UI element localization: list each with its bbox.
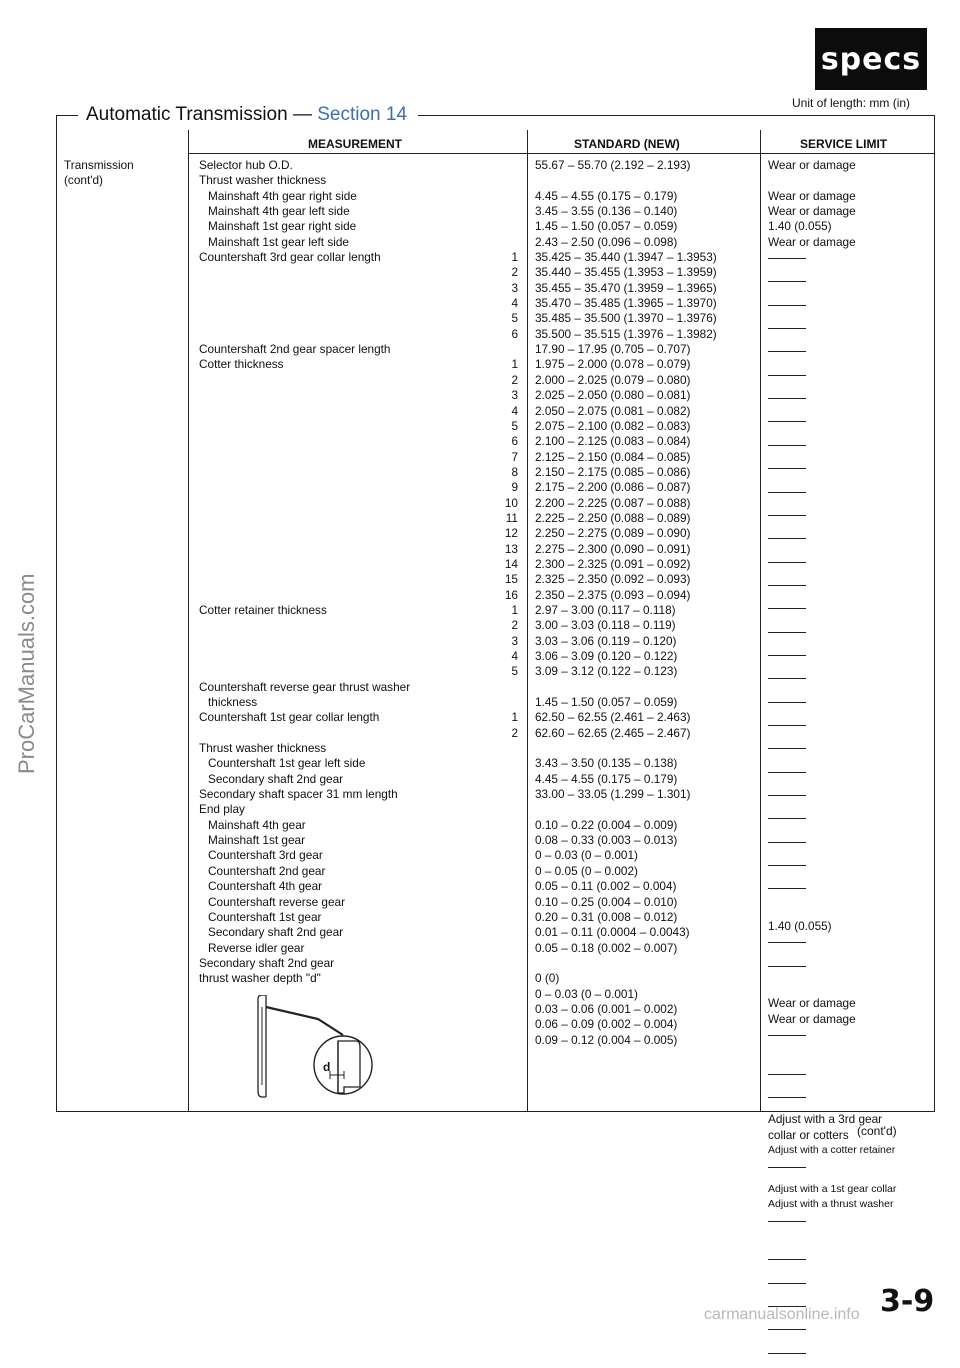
standard-cell: 35.485 – 35.500 (1.3970 – 1.3976) <box>535 311 717 326</box>
standard-cell: 3.43 – 3.50 (0.135 – 0.138) <box>535 756 678 771</box>
thrust-washer-depth-diagram <box>248 995 380 1103</box>
standard-cell: 3.03 – 3.06 (0.119 – 0.120) <box>535 633 677 648</box>
header-rule <box>188 153 934 154</box>
page-number: 3-9 <box>880 1284 935 1319</box>
index-cell: 13 <box>504 541 518 556</box>
standard-cell: 2.250 – 2.275 (0.089 – 0.090) <box>535 526 691 541</box>
service-limit-dash <box>768 966 896 981</box>
standard-cell <box>535 956 717 971</box>
standard-cell: 35.425 – 35.440 (1.3947 – 1.3953) <box>535 250 717 265</box>
standard-cell: 4.45 – 4.55 (0.175 – 0.179) <box>535 188 678 203</box>
frame-line <box>56 115 78 116</box>
index-cell <box>496 1002 518 1017</box>
dash-line <box>768 328 806 329</box>
footer-watermark: carmanualsonline.info <box>704 1306 860 1323</box>
continued-note: (cont'd) <box>857 1124 897 1138</box>
dash-line <box>768 865 806 866</box>
index-cell <box>496 787 518 802</box>
measurement-cell <box>199 434 499 449</box>
dash-line <box>768 1167 806 1168</box>
standard-cell: 2.000 – 2.025 (0.079 – 0.080) <box>535 372 691 387</box>
standard-cell: 17.90 – 17.95 (0.705 – 0.707) <box>535 342 691 357</box>
standard-cell: 2.075 – 2.100 (0.082 – 0.083) <box>535 418 691 433</box>
standard-cell: 2.100 – 2.125 (0.083 – 0.084) <box>535 434 691 449</box>
measurement-cell: thrust washer depth "d" <box>199 971 321 986</box>
measurement-cell: Countershaft 2nd gear <box>208 863 326 878</box>
standard-cell: 55.67 – 55.70 (2.192 – 2.193) <box>535 158 691 172</box>
service-limit-dash <box>768 748 896 763</box>
standard-column <box>535 158 717 1048</box>
dash-line <box>768 632 806 633</box>
measurement-cell <box>199 542 499 557</box>
measurement-cell <box>199 327 499 342</box>
measurement-cell: Mainshaft 4th gear left side <box>208 204 350 219</box>
standard-cell: 4.45 – 4.55 (0.175 – 0.179) <box>535 771 678 786</box>
standard-cell: 0.10 – 0.25 (0.004 – 0.010) <box>535 894 678 909</box>
standard-cell: 2.175 – 2.200 (0.086 – 0.087) <box>535 480 691 495</box>
standard-cell: 0.06 – 0.09 (0.002 – 0.004) <box>535 1017 678 1032</box>
service-limit-dash <box>768 725 896 740</box>
index-cell <box>496 173 518 188</box>
dash-line <box>768 818 806 819</box>
index-cell <box>496 910 518 925</box>
dash-line <box>768 468 806 469</box>
dash-line <box>768 725 806 726</box>
measurement-cell: Countershaft reverse gear thrust washer <box>199 679 411 694</box>
standard-cell: 0.08 – 0.33 (0.003 – 0.013) <box>535 833 678 848</box>
index-cell <box>496 772 518 787</box>
index-cell: 4 <box>511 403 518 418</box>
measurement-cell <box>199 465 499 480</box>
service-limit-cell: Adjust with a thrust washer <box>768 1198 894 1211</box>
service-limit-dash <box>768 351 896 366</box>
measurement-cell <box>199 588 499 603</box>
service-limit-dash <box>768 375 896 390</box>
standard-cell: 2.050 – 2.075 (0.081 – 0.082) <box>535 403 691 418</box>
dash-line <box>768 772 806 773</box>
service-limit-dash <box>768 772 896 787</box>
standard-cell: 1.45 – 1.50 (0.057 – 0.059) <box>535 219 678 234</box>
index-cell <box>496 818 518 833</box>
service-limit-dash <box>768 1074 896 1089</box>
standard-cell: 2.350 – 2.375 (0.093 – 0.094) <box>535 587 691 602</box>
dash-line <box>768 608 806 609</box>
index-cell: 4 <box>511 649 518 663</box>
index-cell <box>496 235 518 250</box>
standard-cell: 3.09 – 3.12 (0.122 – 0.123) <box>535 664 678 679</box>
measurement-cell: Reverse idler gear <box>208 940 305 955</box>
index-cell: 12 <box>504 526 518 541</box>
standard-cell: 2.150 – 2.175 (0.085 – 0.086) <box>535 464 691 479</box>
header-standard: STANDARD (NEW) <box>574 137 680 151</box>
index-cell: 2 <box>511 372 518 387</box>
index-cell: 14 <box>504 556 518 571</box>
index-cell: 2 <box>511 265 518 280</box>
standard-cell: 0.01 – 0.11 (0.0004 – 0.0043) <box>535 925 690 940</box>
measurement-cell: Secondary shaft spacer 31 mm length <box>199 787 398 802</box>
dash-line <box>768 1329 806 1330</box>
measurement-cell <box>199 726 499 741</box>
dash-line <box>768 678 806 679</box>
measurement-cell: Countershaft 3rd gear collar length <box>199 250 381 265</box>
measurement-cell: Secondary shaft 2nd gear <box>199 955 335 970</box>
service-limit-cell: Wear or damage <box>768 158 856 172</box>
measurement-cell: Mainshaft 4th gear <box>208 817 306 832</box>
dash-line <box>768 1283 806 1284</box>
index-cell: 3 <box>511 633 518 648</box>
service-limit-dash <box>768 1329 896 1344</box>
standard-cell: 1.45 – 1.50 (0.057 – 0.059) <box>535 695 678 710</box>
service-limit-dash <box>768 842 896 857</box>
index-cell: 7 <box>511 449 518 464</box>
dash-line <box>768 562 806 563</box>
measurement-cell: Countershaft 1st gear collar length <box>199 710 380 725</box>
service-limit-dash <box>768 1221 896 1236</box>
frame-line <box>934 115 935 1111</box>
index-cell <box>496 925 518 940</box>
index-cell: 1 <box>511 357 518 372</box>
service-limit-cell: Wear or damage <box>768 234 856 249</box>
measurement-cell: Countershaft 2nd gear spacer length <box>199 342 391 357</box>
measurement-cell <box>199 388 499 403</box>
dash-line <box>768 966 806 967</box>
dash-line <box>768 445 806 446</box>
measurement-cell <box>199 634 499 649</box>
measurement-cell <box>199 404 499 419</box>
index-cell <box>496 864 518 879</box>
standard-cell: 2.200 – 2.225 (0.087 – 0.088) <box>535 495 691 510</box>
service-limit-cell: Wear or damage <box>768 996 856 1011</box>
measurement-cell <box>199 419 499 434</box>
measurement-cell: Mainshaft 1st gear right side <box>208 219 357 234</box>
service-limit-dash <box>768 281 896 296</box>
specs-badge: specs <box>815 28 927 90</box>
service-limit-dash <box>768 515 896 530</box>
dash-line <box>768 888 806 889</box>
index-cell: 11 <box>505 510 518 525</box>
measurement-cell <box>199 664 499 679</box>
service-limit-cell: Adjust with a cotter retainer <box>768 1144 896 1157</box>
service-limit-cell <box>768 904 896 919</box>
frame-line <box>56 115 57 1111</box>
service-limit-dash <box>768 468 896 483</box>
index-cell: 5 <box>511 418 518 433</box>
service-limit-cell: Wear or damage <box>768 204 856 219</box>
header-service-limit: SERVICE LIMIT <box>800 137 888 151</box>
dash-line <box>768 515 806 516</box>
dash-line <box>768 1353 806 1354</box>
dash-line <box>768 1259 806 1260</box>
service-limit-dash <box>768 421 896 436</box>
measurement-cell: Countershaft reverse gear <box>208 894 346 909</box>
measurement-cell <box>199 511 499 526</box>
index-cell: 3 <box>511 388 518 403</box>
standard-cell: 3.06 – 3.09 (0.120 – 0.122) <box>535 649 678 663</box>
measurement-cell: Selector hub O.D. <box>199 158 293 172</box>
index-cell <box>496 895 518 910</box>
standard-cell: 35.470 – 35.485 (1.3965 – 1.3970) <box>535 296 717 311</box>
index-cell <box>496 1033 518 1048</box>
service-limit-dash <box>768 865 896 880</box>
service-limit-dash <box>768 258 896 273</box>
frame-line <box>418 115 934 116</box>
service-limit-cell: Adjust with a 3rd gear <box>768 1112 883 1127</box>
index-cell: 5 <box>511 311 518 326</box>
index-cell: 3 <box>511 280 518 295</box>
index-cell: 6 <box>511 434 518 449</box>
dash-line <box>768 258 806 259</box>
service-limit-dash <box>768 888 896 903</box>
standard-cell: 2.275 – 2.300 (0.090 – 0.091) <box>535 541 691 556</box>
index-cell <box>496 879 518 894</box>
index-cell: 10 <box>504 495 518 510</box>
measurement-cell <box>199 373 499 388</box>
standard-cell: 3.00 – 3.03 (0.118 – 0.119) <box>535 618 676 633</box>
service-limit-cell <box>768 981 896 996</box>
standard-cell: 0 – 0.03 (0 – 0.001) <box>535 986 638 1001</box>
index-cell: 1 <box>511 710 518 725</box>
standard-cell: 0.05 – 0.18 (0.002 – 0.007) <box>535 940 678 955</box>
measurement-cell: Countershaft 1st gear left side <box>208 756 366 771</box>
dash-line <box>768 398 806 399</box>
measurement-cell <box>199 311 499 326</box>
measurement-cell <box>199 618 499 633</box>
index-cell <box>496 158 518 173</box>
dash-line <box>768 421 806 422</box>
measurement-cell: Secondary shaft 2nd gear <box>208 771 344 786</box>
index-cell <box>496 680 518 695</box>
measurement-cell: Cotter thickness <box>199 357 284 372</box>
standard-cell <box>535 680 717 695</box>
dash-line <box>768 1035 806 1036</box>
index-cell <box>496 956 518 971</box>
standard-cell <box>535 173 717 188</box>
category-line: Transmission <box>64 158 134 172</box>
measurement-cell <box>199 296 499 311</box>
index-cell: 5 <box>511 664 518 679</box>
service-limit-dash <box>768 702 896 717</box>
dash-line <box>768 842 806 843</box>
index-cell: 8 <box>511 464 518 479</box>
measurement-cell: Mainshaft 1st gear <box>208 833 306 848</box>
index-cell: 2 <box>511 725 518 740</box>
measurement-cell <box>199 450 499 465</box>
column-divider <box>760 130 761 1111</box>
index-cell <box>496 848 518 863</box>
standard-cell: 62.60 – 62.65 (2.465 – 2.467) <box>535 725 691 740</box>
dash-line <box>768 585 806 586</box>
column-divider <box>188 130 189 1111</box>
dash-line <box>768 748 806 749</box>
measurement-cell: Thrust washer thickness <box>199 173 327 188</box>
standard-cell: 0 – 0.05 (0 – 0.002) <box>535 863 638 878</box>
standard-cell: 0 (0) <box>535 971 560 986</box>
service-limit-cell: Wear or damage <box>768 1011 856 1026</box>
service-limit-dash <box>768 445 896 460</box>
dash-line <box>768 655 806 656</box>
index-column <box>496 158 518 1048</box>
service-limit-dash <box>768 492 896 507</box>
standard-cell: 1.975 – 2.000 (0.078 – 0.079) <box>535 357 691 372</box>
service-limit-dash <box>768 678 896 693</box>
standard-cell: 35.500 – 35.515 (1.3976 – 1.3982) <box>535 326 717 341</box>
index-cell: 4 <box>511 296 518 311</box>
measurement-cell: Countershaft 3rd gear <box>208 848 323 863</box>
measurement-cell <box>199 557 499 572</box>
measurement-cell <box>199 265 499 280</box>
service-limit-dash <box>768 1097 896 1112</box>
standard-cell: 0.20 – 0.31 (0.008 – 0.012) <box>535 909 678 924</box>
index-cell <box>496 802 518 817</box>
standard-cell: 0.09 – 0.12 (0.004 – 0.005) <box>535 1032 678 1047</box>
watermark: ProCarManuals.com <box>14 573 39 774</box>
title-main: Automatic Transmission — <box>86 104 318 125</box>
measurement-cell: thickness <box>208 695 258 710</box>
service-limit-cell <box>768 1236 896 1251</box>
dash-line <box>768 1221 806 1222</box>
service-limit-dash <box>768 1353 896 1368</box>
service-limit-cell: Wear or damage <box>768 188 856 203</box>
index-cell <box>496 342 518 357</box>
dash-line <box>768 351 806 352</box>
service-limit-dash <box>768 608 896 623</box>
service-limit-cell: 1.40 (0.055) <box>768 219 832 234</box>
dash-line <box>768 281 806 282</box>
measurement-cell: Cotter retainer thickness <box>199 602 327 617</box>
measurement-cell <box>199 496 499 511</box>
standard-cell: 0.05 – 0.11 (0.002 – 0.004) <box>535 879 677 894</box>
service-limit-cell <box>768 173 896 188</box>
service-limit-dash <box>768 398 896 413</box>
diagram-label-d: d <box>323 1060 331 1074</box>
index-cell: 16 <box>504 587 518 602</box>
dash-line <box>768 492 806 493</box>
standard-cell: 2.225 – 2.250 (0.088 – 0.089) <box>535 510 691 525</box>
service-limit-dash <box>768 538 896 553</box>
service-limit-cell: 1.40 (0.055) <box>768 919 832 934</box>
standard-cell <box>535 741 717 756</box>
service-limit-dash <box>768 942 896 957</box>
index-cell <box>496 971 518 986</box>
standard-cell: 0.10 – 0.22 (0.004 – 0.009) <box>535 817 678 832</box>
index-cell <box>496 741 518 756</box>
index-cell <box>496 987 518 1002</box>
dash-line <box>768 1074 806 1075</box>
service-limit-dash <box>768 305 896 320</box>
service-limit-dash <box>768 795 896 810</box>
index-cell: 9 <box>511 480 518 495</box>
service-limit-dash <box>768 585 896 600</box>
unit-note: Unit of length: mm (in) <box>792 96 911 110</box>
index-cell: 15 <box>504 572 518 587</box>
measurement-cell <box>199 526 499 541</box>
index-cell: 2 <box>511 618 518 633</box>
section-link[interactable]: Section 14 <box>317 104 408 125</box>
standard-cell: 2.300 – 2.325 (0.091 – 0.092) <box>535 556 691 571</box>
dash-line <box>768 795 806 796</box>
index-cell <box>496 756 518 771</box>
dash-line <box>768 375 806 376</box>
index-cell: 6 <box>511 326 518 341</box>
service-limit-dash <box>768 562 896 577</box>
service-limit-dash <box>768 1259 896 1274</box>
measurement-cell <box>199 480 499 495</box>
standard-cell <box>535 802 717 817</box>
dash-line <box>768 1097 806 1098</box>
service-limit-column <box>768 158 896 1368</box>
standard-cell: 35.455 – 35.470 (1.3959 – 1.3965) <box>535 280 717 295</box>
standard-cell: 2.43 – 2.50 (0.096 – 0.098) <box>535 234 678 249</box>
standard-cell: 33.00 – 33.05 (1.299 – 1.301) <box>535 787 691 802</box>
service-limit-cell: collar or cotters <box>768 1127 849 1142</box>
measurement-cell <box>199 572 499 587</box>
measurement-cell: Mainshaft 4th gear right side <box>208 188 357 203</box>
service-limit-dash <box>768 1035 896 1050</box>
measurement-cell: Thrust washer thickness <box>199 741 327 756</box>
index-cell <box>496 219 518 234</box>
standard-cell: 35.440 – 35.455 (1.3953 – 1.3959) <box>535 265 717 280</box>
standard-cell: 2.025 – 2.050 (0.080 – 0.081) <box>535 388 691 403</box>
standard-cell: 62.50 – 62.55 (2.461 – 2.463) <box>535 710 691 725</box>
index-cell <box>496 204 518 219</box>
standard-cell: 2.125 – 2.150 (0.084 – 0.085) <box>535 449 691 464</box>
service-limit-dash <box>768 1283 896 1298</box>
index-cell <box>496 833 518 848</box>
standard-cell: 0.03 – 0.06 (0.001 – 0.002) <box>535 1001 678 1016</box>
header-measurement: MEASUREMENT <box>308 137 403 151</box>
index-cell <box>496 695 518 710</box>
category-cell <box>64 158 134 189</box>
measurement-cell <box>199 649 499 664</box>
service-limit-dash <box>768 1167 896 1182</box>
measurement-cell: Countershaft 1st gear <box>208 909 322 924</box>
measurement-column <box>199 158 499 1048</box>
service-limit-cell <box>768 1050 896 1065</box>
measurement-cell: Countershaft 4th gear <box>208 879 323 894</box>
index-cell <box>496 189 518 204</box>
column-divider <box>527 130 528 1111</box>
service-limit-dash <box>768 632 896 647</box>
measurement-cell: Mainshaft 1st gear left side <box>208 234 349 249</box>
index-cell <box>496 1017 518 1032</box>
standard-cell: 2.97 – 3.00 (0.117 – 0.118) <box>535 602 676 617</box>
measurement-cell <box>199 281 499 296</box>
standard-cell: 3.45 – 3.55 (0.136 – 0.140) <box>535 204 678 219</box>
page-title <box>86 104 407 126</box>
dash-line <box>768 305 806 306</box>
dash-line <box>768 702 806 703</box>
service-limit-cell: Adjust with a 1st gear collar <box>768 1182 897 1195</box>
standard-cell: 0 – 0.03 (0 – 0.001) <box>535 848 638 863</box>
dash-line <box>768 942 806 943</box>
measurement-cell: End play <box>199 802 245 817</box>
dash-line <box>768 538 806 539</box>
index-cell <box>496 941 518 956</box>
service-limit-dash <box>768 818 896 833</box>
service-limit-dash <box>768 655 896 670</box>
standard-cell: 2.325 – 2.350 (0.092 – 0.093) <box>535 572 691 587</box>
measurement-cell: Secondary shaft 2nd gear <box>208 925 344 940</box>
category-line: (cont'd) <box>64 173 103 188</box>
service-limit-dash <box>768 328 896 343</box>
index-cell: 1 <box>511 250 518 265</box>
index-cell: 1 <box>511 602 518 617</box>
